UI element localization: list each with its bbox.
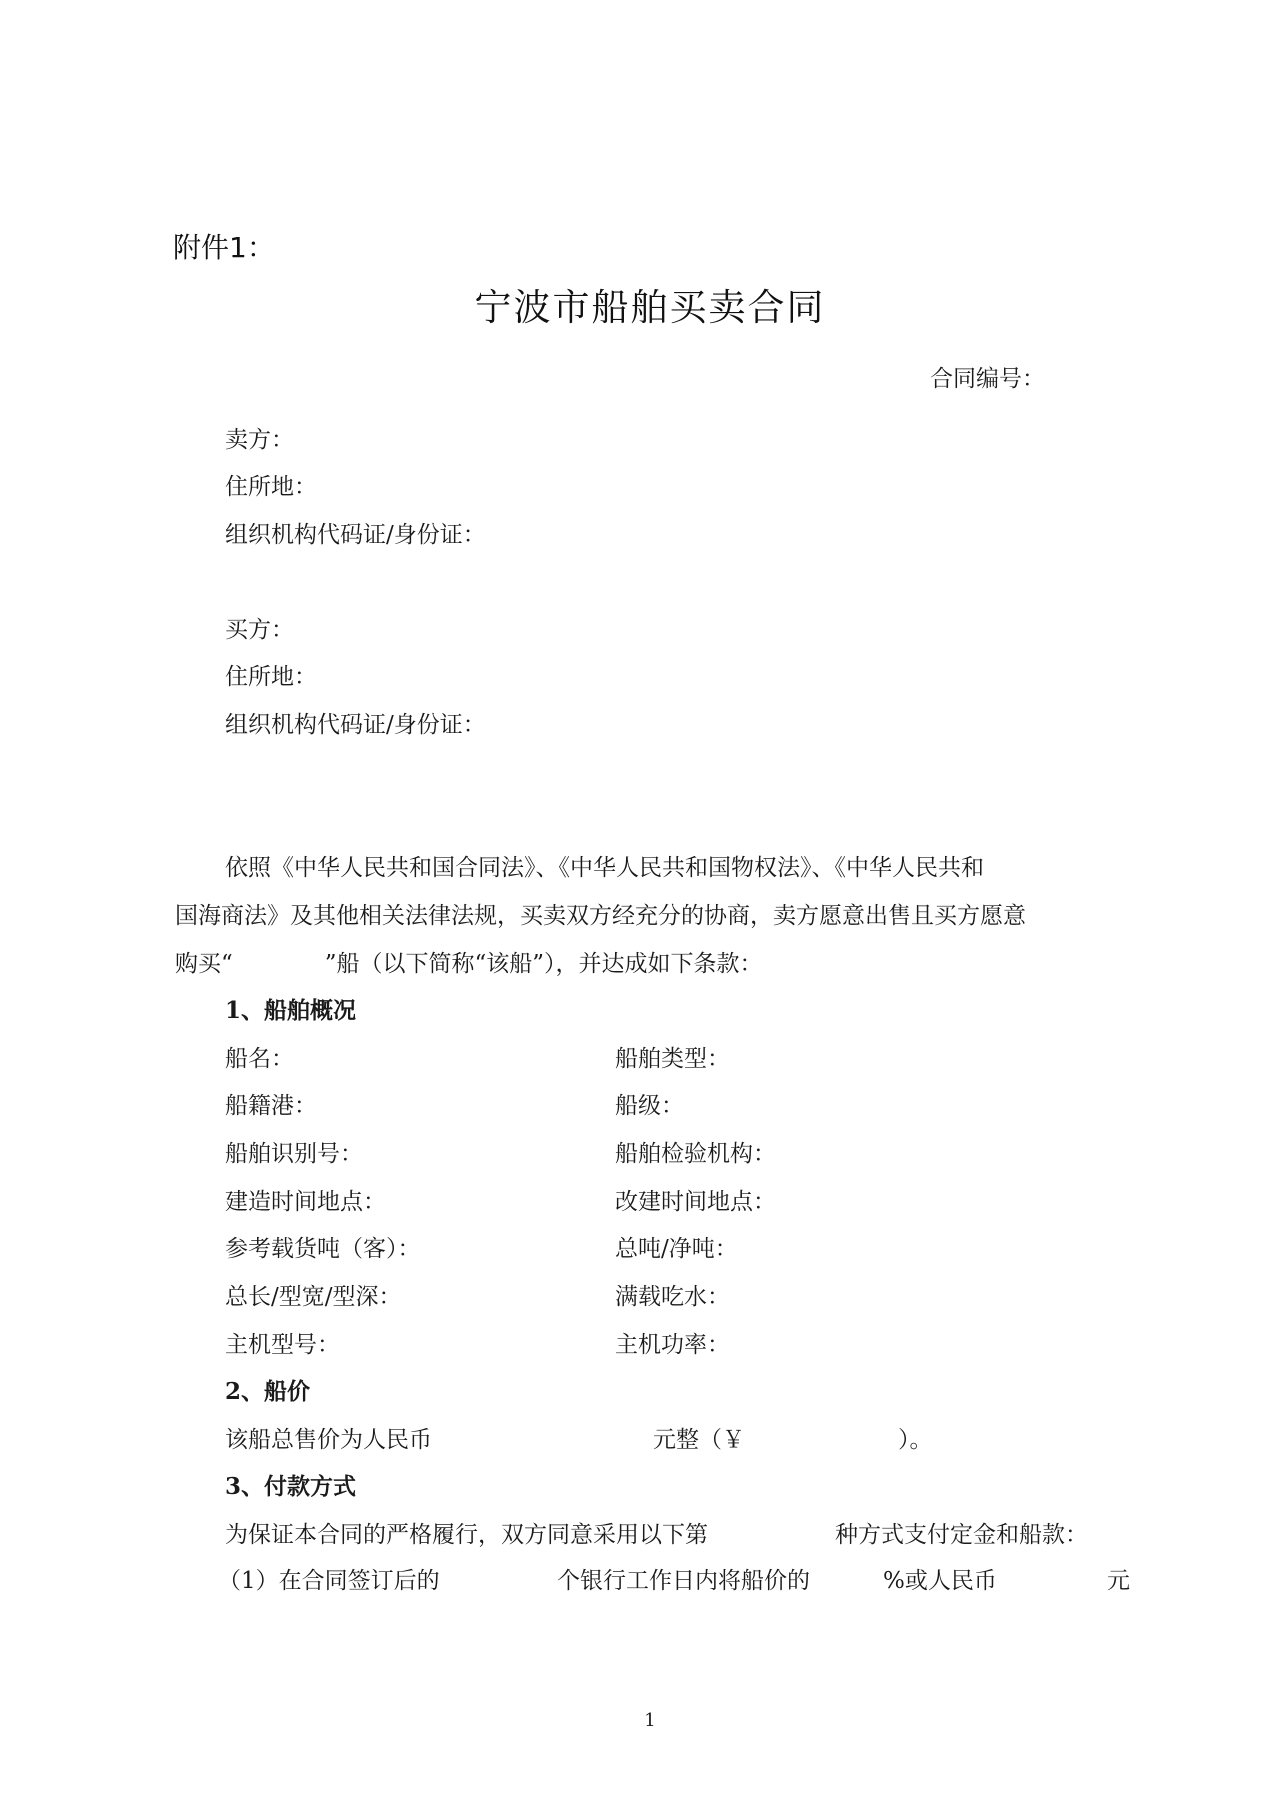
field-ship-id-number: 船舶识别号： bbox=[225, 1141, 363, 1167]
buyer-id-label: 组织机构代码证/身份证： bbox=[225, 712, 486, 738]
field-build-time-place: 建造时间地点： bbox=[225, 1189, 386, 1215]
contract-number-label: 合同编号： bbox=[930, 366, 1045, 392]
field-ship-type: 船舶类型： bbox=[615, 1046, 730, 1072]
payment-intro-a: 为保证本合同的严格履行，双方同意采用以下第 bbox=[225, 1522, 708, 1548]
payment-intro-b: 种方式支付定金和船款： bbox=[835, 1522, 1088, 1548]
annex-label: 附件1： bbox=[173, 231, 275, 264]
field-engine-model: 主机型号： bbox=[225, 1332, 340, 1358]
seller-address-label: 住所地： bbox=[225, 474, 317, 500]
seller-name-label: 卖方： bbox=[225, 427, 294, 453]
page-title: 宁波市船舶买卖合同 bbox=[474, 286, 826, 329]
field-engine-power: 主机功率： bbox=[615, 1332, 730, 1358]
field-rebuild-time-place: 改建时间地点： bbox=[615, 1189, 776, 1215]
buyer-name-label: 买方： bbox=[225, 617, 294, 643]
field-deadweight: 参考载货吨（客）： bbox=[225, 1236, 421, 1262]
field-ship-class: 船级： bbox=[615, 1093, 684, 1119]
page-number: 1 bbox=[644, 1710, 656, 1731]
price-text-b: 元整（￥ bbox=[653, 1427, 745, 1453]
price-text-a: 该船总售价为人民币 bbox=[225, 1427, 432, 1453]
preamble-line-2: 国海商法》及其他相关法律法规，买卖双方经充分的协商，卖方愿意出售且买方愿意 bbox=[175, 903, 1026, 929]
payment-item1-b: 个银行工作日内将船价的 bbox=[557, 1568, 810, 1594]
field-ship-name: 船名： bbox=[225, 1046, 294, 1072]
seller-id-label: 组织机构代码证/身份证： bbox=[225, 522, 486, 548]
section-1-heading: 1、船舶概况 bbox=[225, 997, 357, 1024]
field-gross-net-tonnage: 总吨/净吨： bbox=[615, 1236, 738, 1262]
field-dimensions: 总长/型宽/型深： bbox=[225, 1284, 402, 1310]
payment-item1-d: 元 bbox=[1107, 1568, 1130, 1594]
buyer-address-label: 住所地： bbox=[225, 664, 317, 690]
preamble-line-3: 购买“ ”船（以下简称“该船”），并达成如下条款： bbox=[175, 951, 763, 977]
price-text-c: ）。 bbox=[898, 1427, 933, 1453]
field-port-of-registry: 船籍港： bbox=[225, 1093, 317, 1119]
payment-item1-a: （1）在合同签订后的 bbox=[218, 1568, 440, 1594]
field-inspection-agency: 船舶检验机构： bbox=[615, 1141, 776, 1167]
payment-item1-c: %或人民币 bbox=[883, 1568, 997, 1594]
section-3-heading: 3、付款方式 bbox=[225, 1473, 357, 1500]
field-full-load-draft: 满载吃水： bbox=[615, 1284, 730, 1310]
section-2-heading: 2、船价 bbox=[225, 1378, 311, 1405]
preamble-line-1: 依照《中华人民共和国合同法》、《中华人民共和国物权法》、《中华人民共和 bbox=[225, 855, 984, 881]
